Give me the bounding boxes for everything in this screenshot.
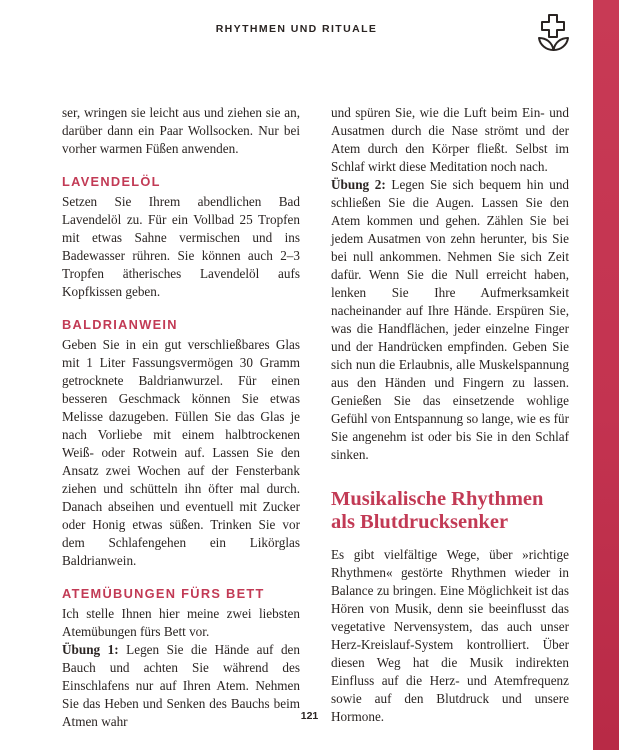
atemuebungen-intro: Ich stelle Ihnen hier meine zwei liebsten Atemübungen fürs Bett vor. <box>62 606 300 639</box>
section-heading-baldrianwein: BALDRIANWEIN <box>62 317 178 332</box>
section-heading-musikalische-rhythmen: Musikalische Rhythmen als Blutdrucksenker <box>331 488 544 533</box>
continuation-paragraph: und spüren Sie, wie die Luft beim Ein- und Ausatmen durch die Nase strömt und der Atem durch den Körper fließt. Selbst im Schlaf wirkt diese Meditation noch nach. <box>331 105 569 174</box>
baldrianwein-paragraph: Geben Sie in ein gut verschließbares Glas mit 1 Liter Fassungsvermögen 30 Gramm getrocknete Baldrianwurzel. Für einen besseren Geschmack können Sie etwas Melisse dazugeben. Füllen Sie das Glas je nach Vorliebe mit einem halbtrockenen Weiß- oder Rotwein auf. Lassen Sie den Ansatz zwei Wochen auf der Fensterbank ziehen und schütteln ihn öfter mal durch. Danach abseihen und eventuell mit Zucker oder Honig etwas süßen. Trinken Sie vor dem Schlafengehen ein Likörglas Baldrianwein. <box>62 337 300 568</box>
exercise-1-text: Legen Sie die Hände auf den Bauch und achten Sie während des Einschlafens nur auf Ihren Atem. Nehmen Sie das Heben und Senken des Bauchs beim Atmen wahr <box>62 642 301 729</box>
cross-with-leaves-icon <box>536 13 572 53</box>
section-heading-atemuebungen: ATEMÜBUNGEN FÜRS BETT <box>62 586 265 601</box>
running-title: RHYTHMEN UND RITUALE <box>215 23 378 35</box>
exercise-2-text: Legen Sie sich bequem hin und schließen Sie die Augen. Lassen Sie den Atem kommen und gehen. Zählen Sie bei jedem Ausatmen von zehn herunter, bis Sie bei null ankommen. Nehmen Sie sich Zeit dafür. Wenn Sie die Null erreicht haben, lenken Sie Ihre Aufmerksamkeit nacheinander auf Ihre Hände. Erspüren Sie, was die Handflächen, jeder einzelne Finger und der Handrücken empfinden. Geben Sie sich nun die Erlaubnis, alle Muskelspannung aus den Händen und Fingern zu lassen. Genießen Sie das einsetzende wohlige Gefühl von Entspannung so lange, wie es für Sie angenehm ist oder bis Sie in den Schlaf sinken. <box>331 177 570 462</box>
lavendeloel-paragraph: Setzen Sie Ihrem abendlichen Bad Lavendelöl zu. Für ein Vollbad 25 Tropfen mit etwas Sahne vermischen und ins Badewasser rühren. Sie können auch 2–3 Tropfen ätherisches Lavendelöl aufs Kopfkissen geben. <box>62 194 300 299</box>
side-color-strip <box>593 0 619 750</box>
exercise-1-label: Übung 1: <box>62 642 119 657</box>
exercise-2-paragraph <box>331 176 569 464</box>
right-column <box>331 104 569 726</box>
page-number: 121 <box>300 710 319 722</box>
exercise-2-label: Übung 2: <box>331 177 386 192</box>
left-column <box>62 104 300 731</box>
intro-paragraph: ser, wringen sie leicht aus und ziehen sie an, darüber dann ein Paar Wollsocken. Nur bei vorher warmen Füßen anwenden. <box>62 105 300 156</box>
musik-paragraph: Es gibt vielfältige Wege, über »richtige Rhythmen« gestörte Rhythmen wieder in Balance zu bringen. Eine Möglichkeit ist das Hören von Musik, denn sie beeinflusst das vegetative Nervensystem, das auch unser Herz-Kreislauf-System kontrolliert. Über diesen Weg hat die Musik indirekten Einfluss auf die Herz- und Atemfrequenz sowie auf den Blutdruck und unsere Hormone. <box>331 547 569 724</box>
section-heading-lavendeloel: LAVENDELÖL <box>62 174 161 189</box>
